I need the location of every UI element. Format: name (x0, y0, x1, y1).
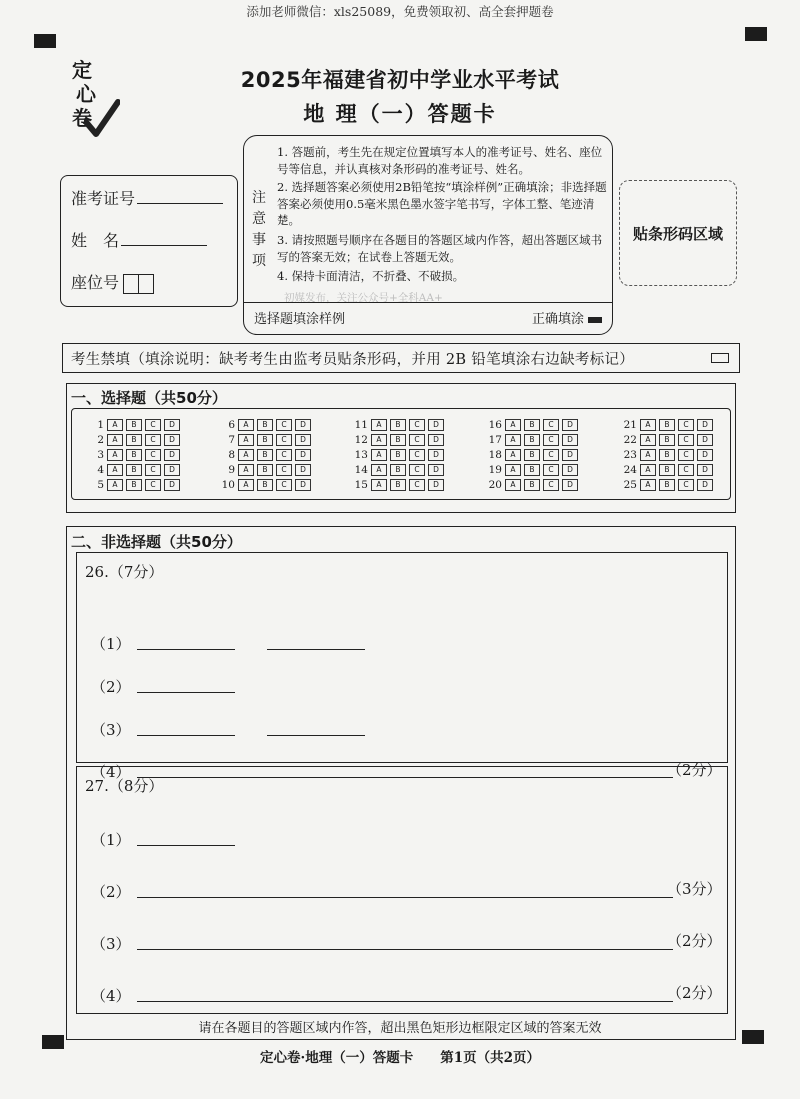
answer-bubble[interactable]: D (295, 464, 311, 476)
top-note: 添加老师微信：xls25089，免费领取初、高全套押题卷 (246, 4, 554, 19)
question-number: 12 (354, 433, 368, 446)
mc-question (484, 417, 581, 432)
answer-bubble[interactable]: B (524, 434, 540, 446)
name-field[interactable] (121, 233, 207, 246)
question-number: 25 (623, 478, 637, 491)
mc-question (217, 477, 314, 492)
answer-bubble[interactable]: B (390, 479, 406, 491)
answer-bubble[interactable]: C (543, 464, 559, 476)
answer-bubble[interactable]: C (276, 479, 292, 491)
answer-bubble[interactable]: C (276, 419, 292, 431)
answer-bubble[interactable]: B (257, 479, 273, 491)
answer-bubble[interactable]: D (697, 479, 713, 491)
question-number: 1 (97, 418, 104, 431)
q27-part-1: （1） (91, 829, 235, 850)
mc-question (619, 447, 716, 462)
question-number: 7 (228, 433, 235, 446)
logo-char: 定 (72, 58, 92, 82)
notice-item: 3. 请按照题号顺序在各题目的答题区域内作答，超出答题区域书写的答案无效；在试卷上答题无效。 (277, 233, 603, 264)
answer-bubble[interactable]: C (145, 434, 161, 446)
seat-digit-box[interactable] (123, 274, 139, 294)
answer-bubble[interactable]: D (295, 449, 311, 461)
answer-bubble[interactable]: C (678, 434, 694, 446)
question-number: 14 (354, 463, 368, 476)
question-26-box (76, 552, 728, 781)
answer-bubble[interactable]: D (164, 479, 180, 491)
answer-bubble[interactable]: B (257, 434, 273, 446)
answer-bubble[interactable]: D (164, 434, 180, 446)
mc-question (86, 447, 183, 462)
answer-bubble[interactable]: A (107, 434, 123, 446)
correct-fill-example: 正确填涂 (532, 308, 602, 327)
seat-label: 座位号 (71, 273, 120, 292)
mc-question (217, 447, 314, 462)
answer-bubble[interactable]: C (543, 449, 559, 461)
answer-bubble[interactable]: B (126, 479, 142, 491)
answer-bubble[interactable]: B (659, 449, 675, 461)
answer-bubble[interactable]: A (505, 419, 521, 431)
question-number: 4 (97, 463, 104, 476)
question-number: 18 (488, 448, 502, 461)
answer-bubble[interactable]: C (409, 419, 425, 431)
answer-bubble[interactable]: B (390, 464, 406, 476)
answer-bubble[interactable]: D (562, 449, 578, 461)
answer-blank[interactable] (137, 734, 235, 736)
multiple-choice-section (66, 383, 736, 513)
question-number: 10 (221, 478, 235, 491)
answer-bubble[interactable]: A (238, 419, 254, 431)
answer-bubble[interactable]: B (257, 419, 273, 431)
answer-blank[interactable] (137, 948, 673, 950)
points-label: （3分） (667, 880, 722, 898)
answer-bubble[interactable]: C (678, 419, 694, 431)
q26-part-2: （2） (91, 676, 235, 697)
seat-digit-box[interactable] (138, 274, 154, 294)
mc-question (619, 417, 716, 432)
mc-question (350, 447, 447, 462)
notice-item: 2. 选择题答案必须使用2B铅笔按“填涂样例”正确填涂；非选择题答案必须使用0.5毫米黑色墨水签字笔书写，字体工整、笔迹清楚。 (277, 180, 607, 227)
answer-bubble[interactable]: B (524, 419, 540, 431)
fill-sample-label: 选择题填涂样例 (254, 312, 346, 327)
answer-bubble[interactable]: B (524, 449, 540, 461)
answer-bubble[interactable]: B (659, 434, 675, 446)
answer-bubble[interactable]: B (390, 419, 406, 431)
answer-bubble[interactable]: D (562, 434, 578, 446)
answer-bubble[interactable]: D (428, 449, 444, 461)
answer-bubble[interactable]: D (164, 449, 180, 461)
answer-bubble[interactable]: C (145, 449, 161, 461)
exam-number-label: 准考证号 (71, 189, 136, 208)
answer-bubble[interactable]: D (428, 464, 444, 476)
mc-question (619, 432, 716, 447)
free-response-section (66, 526, 736, 1040)
notice-label: 注 意 事 项 (252, 190, 266, 269)
answer-area-warning: 请在各题目的答题区域内作答，超出黑色矩形边框限定区域的答案无效 (198, 1021, 602, 1036)
answer-bubble[interactable]: A (371, 464, 387, 476)
question-number: 23 (623, 448, 637, 461)
answer-bubble[interactable]: B (659, 479, 675, 491)
points-label: （2分） (667, 761, 722, 779)
answer-blank[interactable] (137, 1000, 673, 1002)
absent-instruction-bar (62, 343, 740, 373)
answer-bubble[interactable]: A (505, 479, 521, 491)
answer-bubble[interactable]: D (295, 479, 311, 491)
q26-part-3: （3） (91, 719, 365, 740)
mc-question (350, 417, 447, 432)
question-number: 9 (228, 463, 235, 476)
notice-box (243, 135, 613, 335)
answer-bubble[interactable]: A (505, 434, 521, 446)
question-number: 3 (97, 448, 104, 461)
answer-blank[interactable] (137, 648, 235, 650)
answer-bubble[interactable]: C (409, 464, 425, 476)
answer-bubble[interactable]: D (562, 464, 578, 476)
mc-question (217, 417, 314, 432)
answer-bubble[interactable]: D (428, 479, 444, 491)
answer-bubble[interactable]: B (126, 464, 142, 476)
logo-char: 心 (76, 82, 96, 106)
answer-bubble[interactable]: A (238, 449, 254, 461)
question-number: 15 (354, 478, 368, 491)
answer-bubble[interactable]: A (107, 479, 123, 491)
filled-mark-icon (588, 317, 602, 323)
answer-bubble[interactable]: B (126, 419, 142, 431)
question-number: 21 (623, 418, 637, 431)
absent-instruction-text: 考生禁填（填涂说明：缺考考生由监考员贴条形码，并用 2B 铅笔填涂右边缺考标记） (71, 352, 635, 368)
question-27-box (76, 766, 728, 1014)
answer-bubble[interactable]: D (562, 479, 578, 491)
mc-answer-grid (71, 408, 731, 500)
question-number: 8 (228, 448, 235, 461)
answer-bubble[interactable]: D (428, 419, 444, 431)
answer-bubble[interactable]: D (697, 464, 713, 476)
question-number: 2 (97, 433, 104, 446)
q27-part-3: （3） (91, 933, 673, 954)
answer-bubble[interactable]: A (640, 419, 656, 431)
candidate-info-box (60, 175, 238, 307)
answer-bubble[interactable]: A (640, 464, 656, 476)
answer-bubble[interactable]: B (390, 449, 406, 461)
answer-bubble[interactable]: B (659, 419, 675, 431)
answer-bubble[interactable]: D (697, 449, 713, 461)
answer-bubble[interactable]: A (505, 449, 521, 461)
answer-bubble[interactable]: C (276, 464, 292, 476)
answer-bubble[interactable]: C (543, 434, 559, 446)
answer-bubble[interactable]: C (145, 419, 161, 431)
answer-bubble[interactable]: A (238, 479, 254, 491)
answer-bubble[interactable]: D (295, 434, 311, 446)
mc-question (350, 477, 447, 492)
question-number: 24 (623, 463, 637, 476)
answer-bubble[interactable]: A (371, 419, 387, 431)
answer-bubble[interactable]: D (428, 434, 444, 446)
watermark: 初媒发布，关注公众号+全科AA+ (284, 292, 443, 304)
answer-bubble[interactable]: A (107, 464, 123, 476)
exam-number-field[interactable] (137, 191, 223, 204)
corner-marker-top-right (745, 27, 767, 41)
mc-question (619, 462, 716, 477)
answer-bubble[interactable]: D (295, 419, 311, 431)
page-footer: 定心卷·地理（一）答题卡 第1页（共2页） (260, 1050, 540, 1066)
mc-question (217, 462, 314, 477)
answer-bubble[interactable]: C (145, 464, 161, 476)
seat-row (71, 270, 154, 294)
answer-bubble[interactable]: A (505, 464, 521, 476)
question-number: 22 (623, 433, 637, 446)
answer-bubble[interactable]: B (659, 464, 675, 476)
answer-bubble[interactable]: A (238, 464, 254, 476)
mc-question (484, 447, 581, 462)
answer-bubble[interactable]: A (371, 434, 387, 446)
mc-question (86, 417, 183, 432)
answer-bubble[interactable]: C (678, 479, 694, 491)
question-26-header: 26.（7分） (85, 563, 164, 581)
answer-bubble[interactable]: B (524, 479, 540, 491)
notice-item: 1. 答题前，考生先在规定位置填写本人的准考证号、姓名、座位号等信息，并认真核对条形码的准考证号、姓名。 (277, 145, 603, 176)
answer-bubble[interactable]: B (126, 449, 142, 461)
answer-blank[interactable] (137, 896, 673, 898)
answer-bubble[interactable]: B (126, 434, 142, 446)
divider (244, 302, 612, 303)
answer-bubble[interactable]: B (390, 434, 406, 446)
answer-bubble[interactable]: C (276, 434, 292, 446)
corner-marker-bottom-right (742, 1030, 764, 1044)
mc-question (484, 432, 581, 447)
mc-question (86, 432, 183, 447)
answer-bubble[interactable]: B (257, 464, 273, 476)
question-number: 13 (354, 448, 368, 461)
answer-bubble[interactable]: D (164, 464, 180, 476)
mc-section-title: 一、选择题（共50分） (71, 389, 227, 407)
absent-mark-box[interactable] (711, 353, 729, 363)
question-number: 19 (488, 463, 502, 476)
mc-question (350, 462, 447, 477)
answer-bubble[interactable]: C (409, 479, 425, 491)
question-number: 16 (488, 418, 502, 431)
nmc-section-title: 二、非选择题（共50分） (71, 533, 242, 551)
question-27-header: 27.（8分） (85, 777, 164, 795)
question-number: 20 (488, 478, 502, 491)
answer-bubble[interactable]: D (697, 419, 713, 431)
answer-bubble[interactable]: A (640, 479, 656, 491)
mc-question (86, 462, 183, 477)
name-row (71, 228, 207, 251)
answer-bubble[interactable]: C (409, 449, 425, 461)
answer-blank[interactable] (137, 844, 235, 846)
q27-part-4: （4） (91, 985, 673, 1006)
answer-bubble[interactable]: B (524, 464, 540, 476)
answer-bubble[interactable]: A (238, 434, 254, 446)
mc-question (619, 477, 716, 492)
answer-bubble[interactable]: C (543, 479, 559, 491)
answer-bubble[interactable]: D (164, 419, 180, 431)
answer-bubble[interactable]: C (543, 419, 559, 431)
notice-item: 4. 保持卡面清洁，不折叠、不破损。 (277, 269, 465, 283)
answer-bubble[interactable]: C (678, 464, 694, 476)
points-label: （2分） (667, 932, 722, 950)
answer-bubble[interactable]: B (257, 449, 273, 461)
answer-bubble[interactable]: A (371, 479, 387, 491)
answer-bubble[interactable]: A (107, 449, 123, 461)
page-title: 2025年福建省初中学业水平考试 (240, 68, 560, 92)
question-number: 5 (97, 478, 104, 491)
question-number: 6 (228, 418, 235, 431)
q26-part-1: （1） (91, 633, 365, 654)
points-label: （2分） (667, 984, 722, 1002)
name-label: 姓 名 (71, 231, 120, 250)
answer-blank[interactable] (137, 691, 235, 693)
q27-part-2: （2） (91, 881, 673, 902)
answer-bubble[interactable]: C (678, 449, 694, 461)
mc-question (350, 432, 447, 447)
answer-bubble[interactable]: C (145, 479, 161, 491)
question-number: 11 (354, 418, 368, 431)
answer-bubble[interactable]: A (640, 434, 656, 446)
answer-bubble[interactable]: A (107, 419, 123, 431)
mc-question (484, 462, 581, 477)
logo-char: 卷 (72, 106, 92, 130)
exam-number-row (71, 186, 223, 209)
corner-marker-top-left (34, 34, 56, 48)
page-subtitle: 地 理（一）答题卡 (303, 102, 497, 126)
answer-bubble[interactable]: D (697, 434, 713, 446)
mc-question (86, 477, 183, 492)
answer-bubble[interactable]: A (640, 449, 656, 461)
answer-blank[interactable] (267, 734, 365, 736)
barcode-area: 贴条形码区域 (619, 180, 737, 286)
question-number: 17 (488, 433, 502, 446)
answer-blank[interactable] (267, 648, 365, 650)
q26-part-4: （4） (91, 761, 673, 782)
answer-bubble[interactable]: C (409, 434, 425, 446)
mc-question (484, 477, 581, 492)
answer-bubble[interactable]: D (562, 419, 578, 431)
answer-bubble[interactable]: A (371, 449, 387, 461)
answer-bubble[interactable]: C (276, 449, 292, 461)
mc-question (217, 432, 314, 447)
